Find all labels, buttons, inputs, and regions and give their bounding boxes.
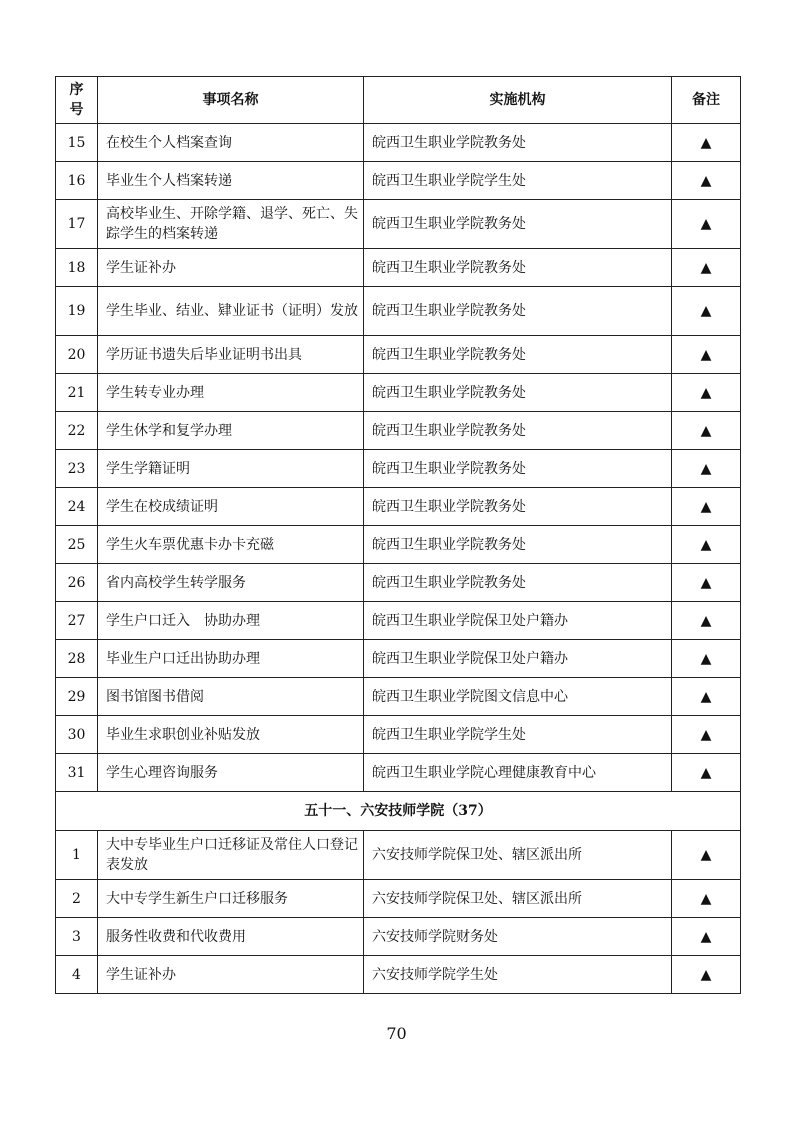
row-org: 皖西卫生职业学院教务处 — [364, 336, 672, 374]
row-number: 25 — [56, 526, 98, 564]
table-row — [56, 716, 741, 754]
header-seq-line2: 号 — [69, 102, 84, 118]
row-org: 六安技师学院财务处 — [364, 918, 672, 956]
row-note-triangle-icon: ▲ — [672, 716, 741, 754]
header-note: 备注 — [672, 77, 741, 124]
section-title: 五十一、六安技师学院（37） — [56, 792, 741, 831]
row-number: 26 — [56, 564, 98, 602]
row-item-name: 学历证书遗失后毕业证明书出具 — [98, 336, 364, 374]
table-row — [56, 956, 741, 994]
header-seq-line1: 序 — [69, 82, 84, 98]
row-item-name: 学生户口迁入 协助办理 — [98, 602, 364, 640]
table-row — [56, 526, 741, 564]
row-org: 皖西卫生职业学院教务处 — [364, 249, 672, 287]
row-note-triangle-icon: ▲ — [672, 287, 741, 336]
row-org: 皖西卫生职业学院教务处 — [364, 287, 672, 336]
row-note-triangle-icon: ▲ — [672, 602, 741, 640]
row-number: 30 — [56, 716, 98, 754]
row-org: 皖西卫生职业学院图文信息中心 — [364, 678, 672, 716]
row-org: 皖西卫生职业学院教务处 — [364, 526, 672, 564]
row-item-name: 学生火车票优惠卡办卡充磁 — [98, 526, 364, 564]
row-item-name: 学生毕业、结业、肄业证书（证明）发放 — [98, 287, 364, 336]
row-org: 皖西卫生职业学院教务处 — [364, 488, 672, 526]
row-note-triangle-icon: ▲ — [672, 880, 741, 918]
row-note-triangle-icon: ▲ — [672, 450, 741, 488]
table-row — [56, 162, 741, 200]
row-number: 16 — [56, 162, 98, 200]
row-org: 六安技师学院保卫处、辖区派出所 — [364, 831, 672, 880]
row-note-triangle-icon: ▲ — [672, 564, 741, 602]
table-row — [56, 918, 741, 956]
table-row — [56, 880, 741, 918]
row-item-name: 学生在校成绩证明 — [98, 488, 364, 526]
row-org: 皖西卫生职业学院学生处 — [364, 162, 672, 200]
row-note-triangle-icon: ▲ — [672, 956, 741, 994]
row-org: 皖西卫生职业学院教务处 — [364, 564, 672, 602]
row-item-name: 毕业生个人档案转递 — [98, 162, 364, 200]
table-header-row — [56, 77, 741, 124]
table-row — [56, 287, 741, 336]
row-note-triangle-icon: ▲ — [672, 640, 741, 678]
row-number: 19 — [56, 287, 98, 336]
row-item-name: 学生证补办 — [98, 956, 364, 994]
row-note-triangle-icon: ▲ — [672, 918, 741, 956]
table-row — [56, 678, 741, 716]
row-number: 29 — [56, 678, 98, 716]
header-item-name: 事项名称 — [98, 77, 364, 124]
row-number: 28 — [56, 640, 98, 678]
table-row — [56, 754, 741, 792]
row-note-triangle-icon: ▲ — [672, 162, 741, 200]
table-row — [56, 450, 741, 488]
table-row — [56, 640, 741, 678]
table-row — [56, 602, 741, 640]
row-note-triangle-icon: ▲ — [672, 526, 741, 564]
row-note-triangle-icon: ▲ — [672, 412, 741, 450]
row-note-triangle-icon: ▲ — [672, 374, 741, 412]
row-number: 2 — [56, 880, 98, 918]
row-org: 皖西卫生职业学院心理健康教育中心 — [364, 754, 672, 792]
row-number: 17 — [56, 200, 98, 249]
row-number: 1 — [56, 831, 98, 880]
section-heading-row — [56, 792, 741, 831]
row-item-name: 在校生个人档案查询 — [98, 124, 364, 162]
row-item-name: 毕业生求职创业补贴发放 — [98, 716, 364, 754]
table-row — [56, 249, 741, 287]
row-number: 23 — [56, 450, 98, 488]
row-number: 15 — [56, 124, 98, 162]
table-row — [56, 831, 741, 880]
row-org: 皖西卫生职业学院教务处 — [364, 412, 672, 450]
page-number: 70 — [386, 1024, 407, 1043]
row-number: 18 — [56, 249, 98, 287]
row-item-name: 省内高校学生转学服务 — [98, 564, 364, 602]
row-org: 皖西卫生职业学院教务处 — [364, 450, 672, 488]
row-note-triangle-icon: ▲ — [672, 124, 741, 162]
row-item-name: 学生证补办 — [98, 249, 364, 287]
row-item-name: 学生转专业办理 — [98, 374, 364, 412]
row-number: 24 — [56, 488, 98, 526]
row-note-triangle-icon: ▲ — [672, 336, 741, 374]
row-org: 皖西卫生职业学院教务处 — [364, 374, 672, 412]
table-row — [56, 412, 741, 450]
row-org: 六安技师学院学生处 — [364, 956, 672, 994]
row-item-name: 图书馆图书借阅 — [98, 678, 364, 716]
row-note-triangle-icon: ▲ — [672, 831, 741, 880]
row-note-triangle-icon: ▲ — [672, 678, 741, 716]
row-number: 22 — [56, 412, 98, 450]
row-item-name: 学生休学和复学办理 — [98, 412, 364, 450]
row-item-name: 学生心理咨询服务 — [98, 754, 364, 792]
row-note-triangle-icon: ▲ — [672, 754, 741, 792]
table-row — [56, 374, 741, 412]
row-number: 31 — [56, 754, 98, 792]
row-org: 皖西卫生职业学院教务处 — [364, 124, 672, 162]
row-item-name: 毕业生户口迁出协助办理 — [98, 640, 364, 678]
row-item-name: 大中专学生新生户口迁移服务 — [98, 880, 364, 918]
row-number: 4 — [56, 956, 98, 994]
row-number: 21 — [56, 374, 98, 412]
row-item-name: 大中专毕业生户口迁移证及常住人口登记表发放 — [98, 831, 364, 880]
table-row — [56, 488, 741, 526]
row-org: 皖西卫生职业学院保卫处户籍办 — [364, 640, 672, 678]
row-org: 皖西卫生职业学院保卫处户籍办 — [364, 602, 672, 640]
row-note-triangle-icon: ▲ — [672, 488, 741, 526]
row-number: 3 — [56, 918, 98, 956]
service-items-table — [55, 76, 741, 994]
table-row — [56, 200, 741, 249]
row-item-name: 高校毕业生、开除学籍、退学、死亡、失踪学生的档案转递 — [98, 200, 364, 249]
row-item-name: 服务性收费和代收费用 — [98, 918, 364, 956]
row-org: 六安技师学院保卫处、辖区派出所 — [364, 880, 672, 918]
header-org: 实施机构 — [364, 77, 672, 124]
row-note-triangle-icon: ▲ — [672, 200, 741, 249]
row-number: 20 — [56, 336, 98, 374]
table-row — [56, 124, 741, 162]
row-note-triangle-icon: ▲ — [672, 249, 741, 287]
row-number: 27 — [56, 602, 98, 640]
header-seq — [56, 77, 98, 124]
row-item-name: 学生学籍证明 — [98, 450, 364, 488]
row-org: 皖西卫生职业学院学生处 — [364, 716, 672, 754]
table-row — [56, 564, 741, 602]
row-org: 皖西卫生职业学院教务处 — [364, 200, 672, 249]
table-row — [56, 336, 741, 374]
